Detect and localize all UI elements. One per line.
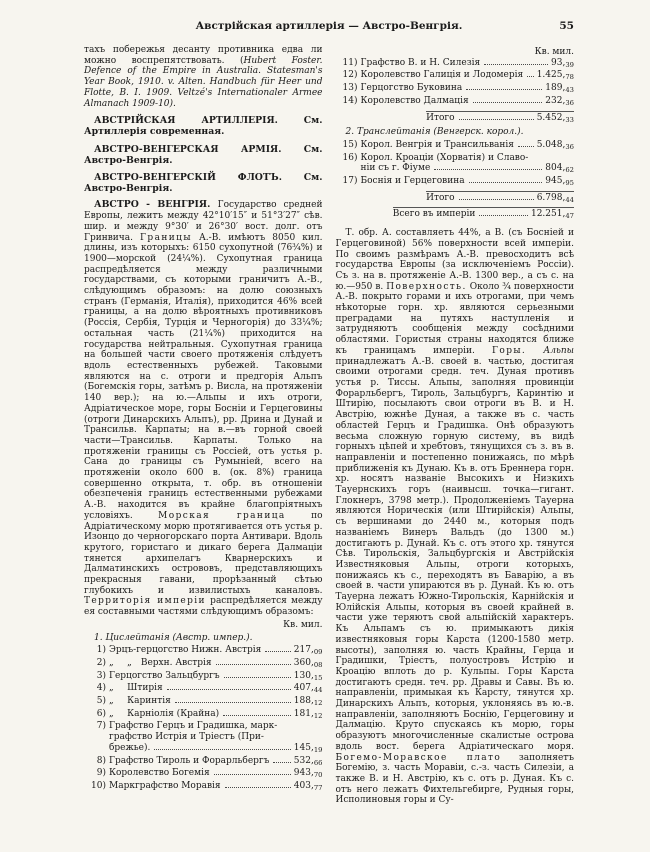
row-value bbox=[294, 709, 323, 722]
row-number: 13) bbox=[342, 83, 358, 94]
left-column bbox=[84, 45, 323, 806]
body-text: заполняетъ Богемію, з. часть Моравіи, с.-з. часть Силезіи, а также В. и Н. Австрію, къ с. отъ р. Дуная. Къ с. отъ него лежатъ Фихтельгебирге, Рудныя горы, Исполиновыя горы и Су- bbox=[335, 752, 574, 806]
value-dec: 70 bbox=[313, 771, 323, 780]
value-dec: 95 bbox=[565, 179, 574, 188]
value-dec: 36 bbox=[565, 142, 574, 151]
row-last-line bbox=[361, 163, 575, 176]
value-int: 93, bbox=[551, 57, 566, 68]
row-label: „ Карніолія (Крайна) bbox=[109, 708, 220, 719]
value-int: 232, bbox=[545, 95, 566, 106]
value-int: 804, bbox=[545, 163, 566, 174]
entry-austro-hungarian-fleet bbox=[84, 172, 323, 194]
value-int: 407, bbox=[293, 683, 314, 694]
article-text: А.-В. имѣютъ 8050 кил. длины, изъ которыхъ: 6150 сухопутной (76¾%) и 1900—морской (24¼%). Сухопутная граница распредѣляется между различными государствами, съ которыми граничитъ А.-В., слѣдующимъ образомъ: на долю союзныхъ странъ (Германія, Италія), приходится 46% всей границы, а на долю вѣроятныхъ противниковъ (Россія, Сербія, Турція и Черногорія) до 33¼%; остальная часть (21¼%) приходится на государства нейтральныя. Сухопутная граница на большей части своего протяженія слѣдуетъ вдоль естественныхъ рубежей. Таковыми являются на с. отроги и предгорія Альпъ (Богемскія горы, затѣмъ р. Висла, на протяженіи 140 вер.); на ю.—Альпы и ихъ отроги, Адріатическое море, горы Босніи и Герцеговины (отроги Динарскихъ Альпъ), рр. Дрина и Дунай и Трансильв. Карпаты; на в.—въ горной своей части—Трансильв. Карпаты. Только на протяженіи границы съ Россіей, отъ устья р. Сана до границы съ Румыніей, всего на протяженіи около 600 в. (ок. 8%) граница совершенно открыта, т. обр. въ отношеніи обезпеченія границъ естественными рубежами А.-В. находится въ крайне благопріятныхъ условіяхъ. bbox=[84, 232, 323, 521]
row-label-multiline bbox=[109, 721, 323, 755]
value-int: 532, bbox=[293, 755, 314, 766]
row-label: Маркграфство Моравія bbox=[109, 781, 221, 791]
row-label: Королевство Богемія bbox=[109, 768, 210, 779]
dot-leader bbox=[459, 119, 534, 120]
running-head bbox=[84, 20, 574, 32]
row-number: 11) bbox=[342, 57, 358, 68]
row-number: 4) bbox=[96, 683, 106, 694]
value-int: 189, bbox=[545, 83, 566, 94]
dot-leader bbox=[459, 199, 534, 200]
dot-leader bbox=[154, 749, 290, 750]
body-text: Около ¾ поверхности А.-В. покрыто горами и ихъ отрогами, при чемъ нѣкоторые горн. хр. являются серьезными преградами на путяхъ наступленія и затрудняютъ сообщенія между сосѣдними областями. Гористыя страны находятся ближе къ границамъ имперіи. bbox=[335, 281, 574, 356]
unit-label: Кв. мил. bbox=[283, 619, 323, 630]
article-text: Государство средней Европы, лежитъ между 42°10′15″ и 51°3′27″ сѣв. шир. и между 9°30′ и 26°30′ вост. долг. отъ Гринвича. bbox=[84, 200, 323, 243]
row-number: 1) bbox=[96, 645, 106, 656]
dot-leader bbox=[527, 76, 534, 77]
table-row bbox=[84, 768, 323, 781]
article-emphasis-territory: Территорія имперіи bbox=[84, 596, 206, 607]
value-dec: 08 bbox=[313, 660, 323, 669]
grand-total-value bbox=[531, 209, 574, 222]
row-number: 17) bbox=[342, 176, 358, 187]
row-label-line: Графство Герцъ и Градишка, марк- bbox=[109, 721, 278, 732]
article-lead-term: АВСТРО - ВЕНГРІЯ. bbox=[94, 199, 218, 211]
row-value bbox=[545, 163, 574, 176]
row-label: „ „ Верхн. Австрія bbox=[109, 657, 212, 668]
row-label-multiline bbox=[361, 153, 575, 176]
dot-leader bbox=[273, 762, 290, 763]
article-austro-hungary bbox=[84, 200, 323, 617]
row-number: 6) bbox=[96, 708, 106, 719]
table-row-wrapped bbox=[84, 721, 323, 755]
table-row bbox=[84, 645, 323, 658]
value-int: 943, bbox=[293, 768, 314, 779]
row-value bbox=[294, 671, 323, 684]
entry-ref: См. Австро-Венгрія. bbox=[84, 172, 323, 195]
table-row bbox=[336, 70, 575, 83]
grand-total-row bbox=[393, 207, 574, 222]
row-number: 15) bbox=[342, 139, 358, 150]
dot-leader bbox=[175, 702, 291, 703]
continuation-paragraph bbox=[84, 45, 323, 109]
row-number: 16) bbox=[342, 152, 358, 163]
row-number: 12) bbox=[342, 70, 358, 81]
value-dec: 15 bbox=[313, 673, 323, 682]
value-dec: 66 bbox=[313, 758, 323, 767]
grand-total-label: Всего въ имперіи bbox=[392, 209, 476, 220]
dot-leader bbox=[225, 787, 291, 788]
table-row bbox=[84, 696, 323, 709]
table-row bbox=[84, 671, 323, 684]
emphasis-surface: Поверхность. bbox=[386, 281, 467, 292]
row-value bbox=[294, 696, 323, 709]
row-label: Королевство Далмація bbox=[360, 95, 469, 106]
row-value bbox=[551, 58, 574, 71]
row-number: 9) bbox=[96, 768, 106, 779]
value-dec: 19 bbox=[313, 745, 323, 754]
value-int: 403, bbox=[293, 781, 314, 791]
value-int: 188, bbox=[293, 696, 314, 707]
dot-leader bbox=[214, 774, 291, 775]
dot-leader bbox=[434, 169, 542, 170]
citation-text: Hubert Foster. Defence of the Empire in Australia. Statesman's Year Book, 1910. v. Alten. Handbuch für Heer und Flotte, B. I. 1909. Veltzé's Internationaler Armee Almanach 1909-10). bbox=[84, 55, 323, 109]
row-number: 5) bbox=[96, 696, 106, 707]
dot-leader bbox=[216, 664, 291, 665]
article-text: по Адріатическому морю протягивается отъ устья р. Изонцо до черногорскаго порта Антивари. Вдоль крутого, гористаго и дикаго берега Далмаціи тянется архипелагъ Кварнерскихъ и Далматинскихъ острововъ, представляющихъ прекрасныя гавани, прорѣзанный сѣтью глубокихъ и извилистыхъ каналовъ. bbox=[84, 510, 323, 596]
emphasis-mountains: Горы. bbox=[492, 345, 527, 356]
entry-term: АВСТРО-ВЕНГЕРСКАЯ АРМІЯ. bbox=[94, 143, 304, 155]
value-dec: 47 bbox=[565, 212, 574, 221]
row-label: ніи съ г. Фіуме bbox=[360, 163, 431, 174]
article-text: распредѣляется между ея составными частями слѣдующимъ образомъ: bbox=[84, 596, 323, 618]
right-column bbox=[336, 45, 575, 806]
section-title-transleithania: 2. Транслейтанія (Венгерск. корол.). bbox=[345, 127, 524, 138]
entry-term: АВСТРІЙСКАЯ АРТИЛЛЕРІЯ. bbox=[94, 115, 304, 127]
entry-ref: См. Австро-Венгрія. bbox=[84, 143, 323, 166]
subtotal-label: Итого bbox=[426, 192, 455, 203]
value-dec: 62 bbox=[565, 166, 574, 175]
value-int: 145, bbox=[293, 742, 314, 753]
article-emphasis-borders: Границы bbox=[140, 232, 192, 243]
entry-austrian-artillery bbox=[84, 115, 323, 137]
table-row bbox=[84, 781, 323, 794]
row-value bbox=[294, 743, 323, 756]
dot-leader bbox=[265, 651, 290, 652]
page-number: 55 bbox=[559, 20, 574, 32]
subtotal-label: Итого bbox=[426, 112, 455, 123]
dot-leader bbox=[466, 89, 542, 90]
row-value bbox=[294, 645, 323, 658]
row-value bbox=[545, 83, 574, 96]
section-title-cisleithania: 1. Цислейтанія (Австр. импер.). bbox=[94, 632, 253, 643]
row-label-line: графство Истрія и Тріестъ (При- bbox=[109, 732, 264, 743]
row-label: Герцогство Зальцбургъ bbox=[109, 670, 220, 681]
dot-leader bbox=[224, 677, 291, 678]
value-dec: 44 bbox=[565, 195, 574, 204]
table-row bbox=[336, 176, 575, 189]
row-last-line bbox=[109, 743, 323, 756]
unit-label: Кв. мил. bbox=[534, 47, 574, 57]
table-row bbox=[336, 140, 575, 153]
value-int: 1.425, bbox=[536, 70, 566, 81]
row-label: Герцогство Буковина bbox=[360, 83, 463, 94]
row-number: 3) bbox=[96, 670, 106, 681]
value-int: 5.048, bbox=[536, 139, 566, 150]
subtotal-row bbox=[426, 111, 574, 126]
table-row bbox=[336, 96, 575, 109]
table-row bbox=[84, 756, 323, 769]
table-row bbox=[336, 58, 575, 71]
row-number: 7) bbox=[96, 721, 106, 732]
row-number: 14) bbox=[342, 95, 358, 106]
row-number: 2) bbox=[96, 657, 106, 668]
row-label: Боснія и Герцеговина bbox=[360, 176, 465, 187]
entry-ref: См. Артиллерія современная. bbox=[84, 115, 323, 138]
entry-term: АВСТРО-ВЕНГЕРСКІЙ ФЛОТЪ. bbox=[94, 172, 304, 184]
table-row bbox=[84, 683, 323, 696]
row-number: 8) bbox=[96, 755, 106, 766]
value-dec: 43 bbox=[565, 86, 574, 95]
row-label: брежье). bbox=[109, 742, 151, 753]
row-label: „ Каринтія bbox=[109, 696, 171, 707]
value-dec: 33 bbox=[565, 115, 574, 124]
table-row-wrapped bbox=[336, 153, 575, 176]
row-label: Графство В. и Н. Силезія bbox=[360, 57, 481, 68]
row-value bbox=[294, 683, 323, 696]
table-row bbox=[336, 83, 575, 96]
article-emphasis-sea-border: Морская граница bbox=[158, 510, 286, 521]
row-label: „ Штирія bbox=[109, 683, 163, 694]
emphasis-alps: Альпы bbox=[526, 345, 574, 356]
value-int: 6.798, bbox=[536, 192, 566, 203]
value-dec: 09 bbox=[313, 648, 323, 657]
table-row bbox=[84, 709, 323, 722]
row-value bbox=[294, 658, 323, 671]
dot-leader bbox=[167, 689, 291, 690]
value-int: 130, bbox=[293, 670, 314, 681]
body-text: Т. обр. А. составляетъ 44%, а В. (съ Босніей и Герцеговиной) 56% поверхности всей имперіи. По своимъ размѣрамъ А.-В. превосходитъ всѣ государства Европы (за исключеніемъ Россіи). Съ з. на в. протяженіе А.-В. 1300 вер., а съ с. на ю.—950 в. bbox=[335, 228, 574, 292]
row-label: Корол. Венгрія и Трансильванія bbox=[360, 139, 514, 150]
row-label: Графство Тироль и Форарльбергъ bbox=[109, 755, 270, 766]
row-value bbox=[294, 768, 323, 781]
value-dec: 77 bbox=[313, 784, 323, 792]
value-int: 360, bbox=[293, 657, 314, 668]
emphasis-bohemian-plateau: Богемо-Моравское плато bbox=[335, 752, 502, 763]
row-value bbox=[294, 756, 323, 769]
value-int: 5.452, bbox=[536, 112, 566, 123]
value-dec: 12 bbox=[313, 711, 323, 720]
row-value bbox=[545, 176, 574, 189]
dot-leader bbox=[473, 102, 543, 103]
running-head-title: Австрійская артиллерія — Австро-Венгрія. bbox=[195, 20, 463, 32]
row-value bbox=[294, 781, 323, 794]
row-label: Королевство Галиція и Лодомерія bbox=[360, 70, 524, 81]
value-dec: 78 bbox=[565, 73, 574, 82]
table-row bbox=[84, 658, 323, 671]
subtotal-value bbox=[537, 193, 574, 206]
value-int: 945, bbox=[545, 176, 566, 187]
value-dec: 36 bbox=[565, 98, 574, 107]
dot-leader bbox=[484, 64, 548, 65]
row-number: 10) bbox=[91, 781, 106, 791]
value-dec: 39 bbox=[565, 60, 574, 69]
columns bbox=[84, 45, 574, 806]
body-paragraph bbox=[336, 228, 575, 806]
value-int: 12.251, bbox=[530, 209, 566, 220]
dot-leader bbox=[479, 215, 528, 216]
row-label: Эрцъ-герцогство Нижн. Австрія bbox=[109, 645, 262, 656]
dot-leader bbox=[223, 715, 291, 716]
row-value bbox=[545, 96, 574, 109]
subtotal-value bbox=[537, 113, 574, 126]
dot-leader bbox=[469, 182, 543, 183]
row-label-line: Корол. Кроаціи (Хорватія) и Славо- bbox=[360, 152, 529, 163]
subtotal-row bbox=[426, 191, 574, 206]
row-value bbox=[537, 70, 574, 83]
entry-austro-hungarian-army bbox=[84, 144, 323, 166]
dot-leader bbox=[518, 146, 534, 147]
row-value bbox=[537, 140, 574, 153]
value-dec: 12 bbox=[313, 699, 323, 708]
continuation-text: тахъ побережья десанту противника едва ли можно воспрепятствовать. ( bbox=[84, 45, 323, 66]
value-int: 217, bbox=[293, 645, 314, 656]
value-int: 181, bbox=[293, 708, 314, 719]
value-dec: 44 bbox=[313, 686, 323, 695]
body-text: принадлежатъ А.-В. своей в. частью, достигая своими отрогами средн. теч. Дуная противъ устья р. Тиссы. Альпы, заполняя провинціи Форарльбергъ, Тироль, Зальцбургъ, Каринтію и Штирію, посылаютъ свои отроги въ В. и Н. Австрію, южнѣе Дуная, а также въ с. часть областей Герцъ и Градишка. Онѣ образуютъ весьма сложную горную систему, въ видѣ горныхъ цѣпей и хребтовъ, тянущихся съ з. въ в. направленіи и постепенно понижаясь, по мѣрѣ приближенія къ Дунаю. Къ в. отъ Бреннера горн. хр. носятъ названіе Высокихъ и Низкихъ Тауернскихъ горъ (наивысш. точка—гигант. Глокнеръ, 3798 метр.). Продолженіемъ Тауерна являются Норическія (или Штирійскія) Альпы, съ вершинами до 2440 м., которыя подъ названіемъ Винеръ Вальдъ (до 1300 м.) достигаютъ р. Дунай. Къ с. отъ этого хр. тянутся Сѣв. Тирольскія, Зальцбургскія и Австрійскія Известняковыя Альпы, отроги которыхъ, понижаясь къ с., переходятъ въ Баварію, а въ своей в. части упираются въ р. Дунай. Къ ю. отъ Тауерна лежатъ Южно-Тирольскія, Карнійскія и Юлійскія Альпы, которыя въ своей крайней в. части уже теряютъ свой альпійскій характеръ. Къ Альпамъ съ ю. примыкаютъ дикія известняковыя горы Карста (1200-1580 метр. высоты), заполняя ю. часть Крайны, Герца и Градишки, Тріестъ, полуостровъ Истрію и Кроацію вплоть до р. Кульпы. Горы Карста достигаютъ средн. теч. рр. Дравы и Савы. Въ ю. направленіи, примыкая къ Карсту, тянутся хр. Динарскихъ Альпъ, которыя, уклоняясь въ ю.-в. направленіи, заполняютъ Боснію, Герцеговину и Далмацію. Круто спускаясь къ морю, горы образуютъ многочисленные скалистые острова вдоль вост. берега Адріатическаго моря. bbox=[335, 356, 574, 752]
